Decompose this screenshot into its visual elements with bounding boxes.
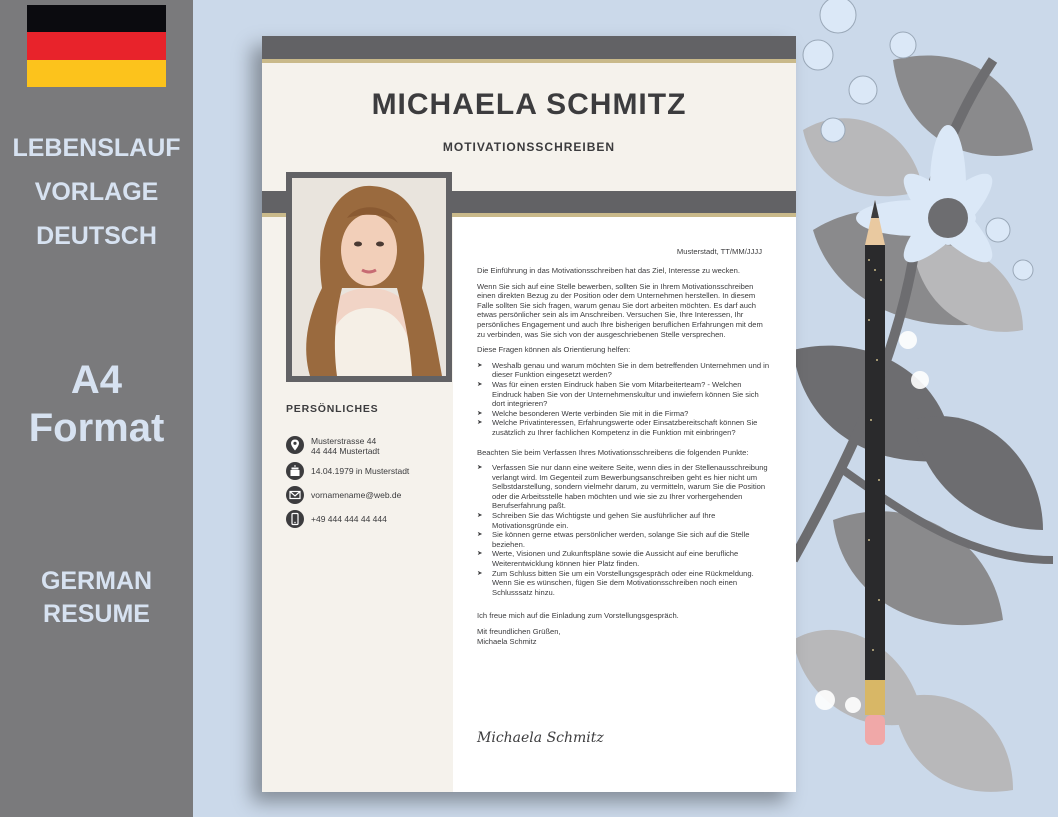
list-item: ➤ Schreiben Sie das Wichtigste und gehen Sie ausführlicher auf Ihre Motivationsgründe ein. (477, 511, 772, 530)
profile-photo (286, 172, 452, 382)
list-item: ➤ Welche besonderen Werte verbinden Sie mit in die Firma? (477, 409, 772, 419)
letter-date: Musterstadt, TT/MM/JJJJ (676, 247, 762, 256)
address-line-2: 44 444 Mustertadt (311, 446, 380, 456)
left-banner (0, 0, 193, 817)
letter-body (477, 266, 772, 646)
top-bar (262, 36, 796, 59)
closing-text: Mit freundlichen Grüßen, (477, 627, 561, 636)
tips-list (477, 463, 772, 597)
list-item: ➤ Zum Schluss bitten Sie um ein Vorstellungsgespräch oder eine Rückmeldung. Wenn Sie es wünschen, fügen Sie dem Motivationsschreiben noch einen Schlusssatz hinzu. (477, 569, 772, 598)
pencil-icon (855, 200, 895, 760)
location-pin-icon (286, 436, 304, 454)
birth-text: 14.04.1979 in Musterstadt (311, 466, 410, 476)
banner-title-top: LEBENSLAUF VORLAGE DEUTSCH (12, 134, 181, 250)
list-item: ➤ Sie können gerne etwas persönlicher werden, solange Sie sich auf die Stelle beziehen. (477, 530, 772, 549)
signature: Michaela Schmitz (477, 730, 604, 746)
list-item: ➤ Welche Privatinteressen, Erfahrungswerte oder Einsatzbereitschaft können Sie zusätzlich zu Ihrer fachlichen Kompetenz in die Funktion mit einbringen? (477, 418, 772, 437)
question-list (477, 361, 772, 438)
german-flag (27, 5, 166, 87)
cake-icon (286, 462, 304, 480)
email-text: vornamename@web.de (311, 490, 402, 500)
letter-paragraph: Diese Fragen können als Orientierung helfen: (477, 345, 631, 355)
phone-text: +49 444 444 44 444 (311, 514, 387, 524)
banner-title-bottom: GERMAN RESUME (40, 567, 153, 628)
closing-name: Michaela Schmitz (477, 636, 537, 646)
applicant-name: MICHAELA SCHMITZ (371, 88, 687, 121)
banner-format: A4 Format (28, 358, 165, 450)
portrait-image (292, 178, 446, 376)
list-item: ➤ Verfassen Sie nur dann eine weitere Seite, wenn dies in der Stellenausschreibung verlangt wird. Im Gegenteil zum Bewerbungsanschreiben geht es hier nicht um Selbstdarstellung, sondern vielmehr darum, zu vermitteln, warum Sie die Position oder die Arbeitsstelle haben möchten und wie sie zu Ihrer vorhergehenden Berufserfahrung paßt. (477, 463, 772, 511)
list-item: ➤ Werte, Visionen und Zukunftspläne sowie die Aussicht auf eine berufliche Weiterentwicklung können hier Platz finden. (477, 549, 772, 568)
phone-icon (286, 510, 304, 528)
letter-paragraph: Die Einführung in das Motivationsschreiben hat das Ziel, Interesse zu wecken. (477, 266, 740, 275)
letter-paragraph: Ich freue mich auf die Einladung zum Vorstellungsgespräch. (477, 611, 679, 621)
letter-paragraph: Wenn Sie sich auf eine Stelle bewerben, sollten Sie in Ihrem Motivationsschreiben einen direkten Bezug zu der Position oder dem Unternehmen herstellen. In diesem Falle sollten Sie sich fragen, warum genau Sie dort arbeiten möchten. Es darf auch etwas persönlicher sein als im Anschreiben. Versuchen Sie, Ihre Interessen, Ihr persönliches Engagement und auch Ihre bisherigen beruflichen Erfahrungen mit dem zu verbinden, was Sie sich von der ausgeschriebenen Stelle versprechen. (477, 281, 763, 339)
resume-page (262, 36, 796, 792)
list-item: ➤ Weshalb genau und warum möchten Sie in dem betreffenden Unternehmen und in dieser Funktion eingesetzt werden? (477, 361, 772, 380)
letter-paragraph: Beachten Sie beim Verfassen Ihres Motivationsschreibens die folgenden Punkte: (477, 447, 749, 457)
document-subtitle: MOTIVATIONSSCHREIBEN (442, 140, 616, 154)
address-line-1: Musterstrasse 44 (311, 436, 377, 446)
section-title-personal: PERSÖNLICHES (286, 403, 379, 415)
mail-icon (286, 486, 304, 504)
list-item: ➤ Was für einen ersten Eindruck haben Sie vom Mitarbeiterteam? - Welchen Eindruck haben Sie von der Unternehmenskultur und inwiefern können Sie sich dort integrieren? (477, 380, 772, 409)
